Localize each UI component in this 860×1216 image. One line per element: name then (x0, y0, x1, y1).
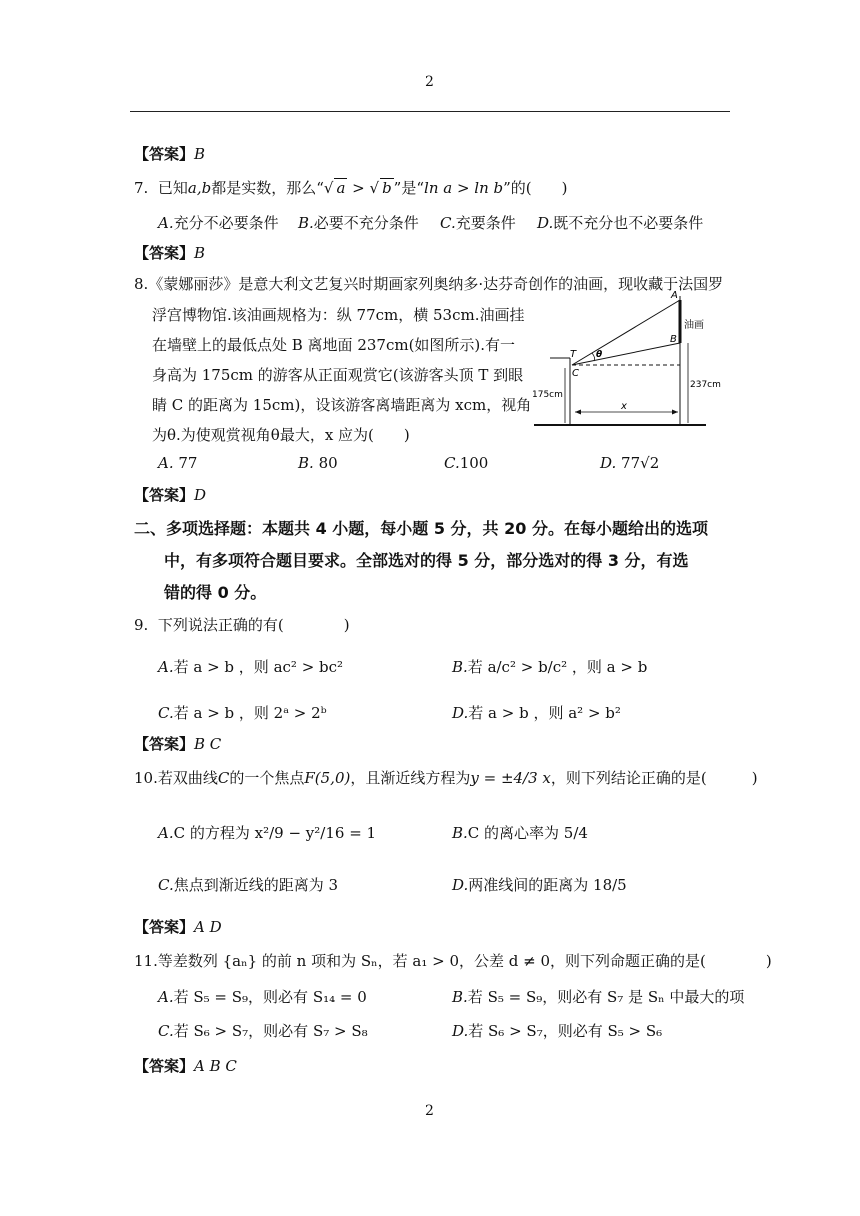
sight-line-b (572, 343, 680, 365)
q11-answer (134, 1055, 237, 1076)
q10-option-b-text: C 的离心率为 5/4 (467, 824, 588, 842)
q7-cond1-b: b (382, 179, 392, 197)
q9-option-d (452, 702, 621, 723)
q9-number: 9. (134, 616, 149, 634)
q8-answer (134, 484, 206, 505)
label-painting: 油画 (684, 320, 704, 331)
q6-answer (134, 143, 205, 164)
theta-arc (592, 353, 595, 361)
q9-option-b (452, 656, 647, 677)
q11-option-c-text: 若 S₆ > S₇，则必有 S₇ > S₈ (173, 1022, 368, 1040)
q11-option-a (158, 986, 367, 1007)
q8-answer-value: D (194, 486, 207, 504)
q7-answer (134, 242, 205, 263)
q11-stem-text: 等差数列 {aₙ} 的前 n 项和为 Sₙ，若 a₁ > 0，公差 d ≠ 0，则下列命题正确的是( ) (157, 952, 772, 970)
label-b: B (670, 334, 677, 345)
q10-answer-value: A D (194, 918, 222, 936)
q8-stem-line5: 睛 C 的距离为 15cm)，设该游客离墙距离为 xcm，视角 (152, 396, 532, 414)
label-theta: θ (596, 350, 603, 360)
q7-option-a (158, 212, 279, 233)
q8-option-d-text: 77√2 (621, 454, 660, 472)
q10-asymptote: y = ±4/3 x (470, 769, 551, 787)
q7-stem-pre: 已知 (157, 179, 188, 197)
q11-number: 11. (134, 952, 158, 970)
section2-line3: 错的得 0 分。 (164, 583, 267, 602)
q7-answer-value: B (194, 244, 206, 262)
q7-option-c-letter: C. (440, 214, 456, 232)
q8-option-c (444, 454, 488, 472)
q10-option-b (452, 822, 588, 843)
q10-option-a-letter: A. (158, 824, 174, 842)
q9-option-d-letter: D. (452, 704, 469, 722)
page-number-top: 2 (425, 74, 434, 90)
q11-option-c-letter: C. (158, 1022, 174, 1040)
dim-x-arrow-left (575, 410, 581, 415)
q8-stem-line6: 为θ.为使观赏视角θ最大，x 应为( ) (152, 426, 410, 444)
q7-vars: a,b (187, 179, 212, 197)
answer-label: 【答案】 (134, 918, 195, 936)
q10-option-a (158, 822, 376, 843)
q9-option-b-letter: B. (452, 658, 468, 676)
q10-curve-name: C (217, 769, 230, 787)
q11-option-b-text: 若 S₅ = S₉，则必有 S₇ 是 Sₙ 中最大的项 (467, 988, 745, 1006)
q10-option-d-letter: D. (452, 876, 469, 894)
q9-answer (134, 733, 221, 754)
label-x: x (621, 401, 627, 412)
q9-answer-value: B C (194, 735, 222, 753)
q9-option-c-letter: C. (158, 704, 174, 722)
q7-stem-mid2: ”是“ (393, 179, 425, 197)
q10-answer (134, 916, 222, 937)
q7-cond2: ln a > ln b (424, 179, 504, 197)
q10-option-c-text: 焦点到渐近线的距离为 3 (173, 876, 339, 894)
q10-number: 10. (134, 769, 158, 787)
q10-stem-pre: 若双曲线 (157, 769, 218, 787)
q8-option-a-text: 77 (178, 454, 198, 472)
q9-option-c-text: 若 a > b ，则 2ᵃ > 2ᵇ (173, 704, 327, 722)
q8-option-d-letter: D. (600, 454, 617, 472)
answer-label: 【答案】 (134, 145, 195, 163)
dim-x-arrow-right (672, 410, 678, 415)
q11-stem (134, 950, 772, 971)
q9-option-c (158, 702, 327, 723)
q11-option-b-letter: B. (452, 988, 468, 1006)
q7-option-c (440, 212, 516, 233)
q8-option-c-letter: C. (444, 454, 460, 472)
page-number-bottom: 2 (425, 1103, 434, 1119)
q6-answer-value: B (194, 145, 206, 163)
sight-line-a (572, 300, 680, 365)
q8-option-c-text: 100 (459, 454, 489, 472)
answer-label: 【答案】 (134, 244, 195, 262)
q8-figure (530, 288, 740, 430)
q11-option-d-text: 若 S₆ > S₇，则必有 S₅ > S₆ (468, 1022, 663, 1040)
q8-stem-line4: 身高为 175cm 的游客从正面观赏它(该游客头顶 T 到眼 (152, 366, 524, 384)
q7-stem: 7. 已知a,b都是实数，那么“√ a > √ b ”是“ln a > ln b”的( ) (134, 179, 568, 197)
q9-option-a-letter: A. (158, 658, 174, 676)
q10-option-c (158, 874, 338, 895)
q10-option-d (452, 874, 627, 895)
q11-option-c (158, 1020, 368, 1041)
q10-focus: F(5,0) (304, 769, 351, 787)
q9-option-d-text: 若 a > b ，则 a² > b² (468, 704, 621, 722)
label-t: T (570, 349, 577, 360)
q7-option-d (537, 212, 703, 233)
q8-stem-line3: 在墙壁上的最低点处 B 离地面 237cm(如图所示).有一 (152, 336, 516, 354)
header-rule (130, 111, 730, 112)
answer-label: 【答案】 (134, 486, 195, 504)
q8-number: 8. (134, 275, 149, 293)
q8-option-b-text: 80 (318, 454, 338, 472)
q7-option-d-letter: D. (537, 214, 554, 232)
q11-answer-value: A B C (194, 1057, 237, 1075)
q8-option-a (158, 454, 197, 472)
q7-option-b (298, 212, 419, 233)
q8-option-d (600, 454, 659, 472)
label-c: C (572, 368, 579, 379)
label-a: A (671, 290, 678, 301)
q10-option-b-letter: B. (452, 824, 468, 842)
q10-option-d-text: 两准线间的距离为 18/5 (468, 876, 627, 894)
answer-label: 【答案】 (134, 1057, 195, 1075)
label-175: 175cm (532, 390, 563, 400)
q8-line1-text: 《蒙娜丽莎》是意大利文艺复兴时期画家列奥纳多·达芬奇创作的油画，现收藏于法国罗 (148, 275, 724, 293)
q9-option-a-text: 若 a > b ，则 ac² > bc² (173, 658, 344, 676)
q7-option-a-text: 充分不必要条件 (173, 214, 279, 232)
q11-option-a-text: 若 S₅ = S₉，则必有 S₁₄ = 0 (173, 988, 367, 1006)
q10-stem-mid2: ，且渐近线方程为 (350, 769, 471, 787)
q8-option-b (298, 454, 338, 472)
q11-option-d-letter: D. (452, 1022, 469, 1040)
q10-option-c-letter: C. (158, 876, 174, 894)
q7-option-b-letter: B. (298, 214, 314, 232)
q10-option-a-text: C 的方程为 x²/9 − y²/16 = 1 (173, 824, 377, 842)
q7-cond1-a: a (336, 179, 346, 197)
q11-option-a-letter: A. (158, 988, 174, 1006)
q7-stem-mid: 都是实数，那么“ (211, 179, 324, 197)
answer-label: 【答案】 (134, 735, 195, 753)
q10-stem (134, 767, 758, 788)
section2-line2: 中，有多项符合题目要求。全部选对的得 5 分，部分选对的得 3 分，有选 (164, 551, 689, 570)
q8-option-b-letter: B. (298, 454, 314, 472)
q10-stem-mid: 的一个焦点 (229, 769, 305, 787)
q8-stem-line2: 浮宫博物馆.该油画规格为：纵 77cm，横 53cm.油画挂 (152, 306, 525, 324)
q7-number: 7. (134, 179, 149, 197)
q9-stem (134, 614, 350, 635)
q7-option-c-text: 充要条件 (455, 214, 516, 232)
q7-option-b-text: 必要不充分条件 (313, 214, 419, 232)
q10-stem-end: ，则下列结论正确的是( ) (550, 769, 758, 787)
section2-line1: 二、多项选择题：本题共 4 小题，每小题 5 分，共 20 分。在每小题给出的选项 (134, 519, 708, 538)
q11-option-b (452, 986, 744, 1007)
q8-option-a-letter: A. (158, 454, 174, 472)
q9-option-b-text: 若 a/c² > b/c² ，则 a > b (467, 658, 648, 676)
q7-option-d-text: 既不充分也不必要条件 (553, 214, 704, 232)
q7-option-a-letter: A. (158, 214, 174, 232)
q9-option-a (158, 656, 343, 677)
label-237: 237cm (690, 380, 721, 390)
q11-option-d (452, 1020, 662, 1041)
q9-stem-text: 下列说法正确的有( ) (157, 616, 350, 634)
q7-stem-end: ”的( ) (503, 179, 568, 197)
